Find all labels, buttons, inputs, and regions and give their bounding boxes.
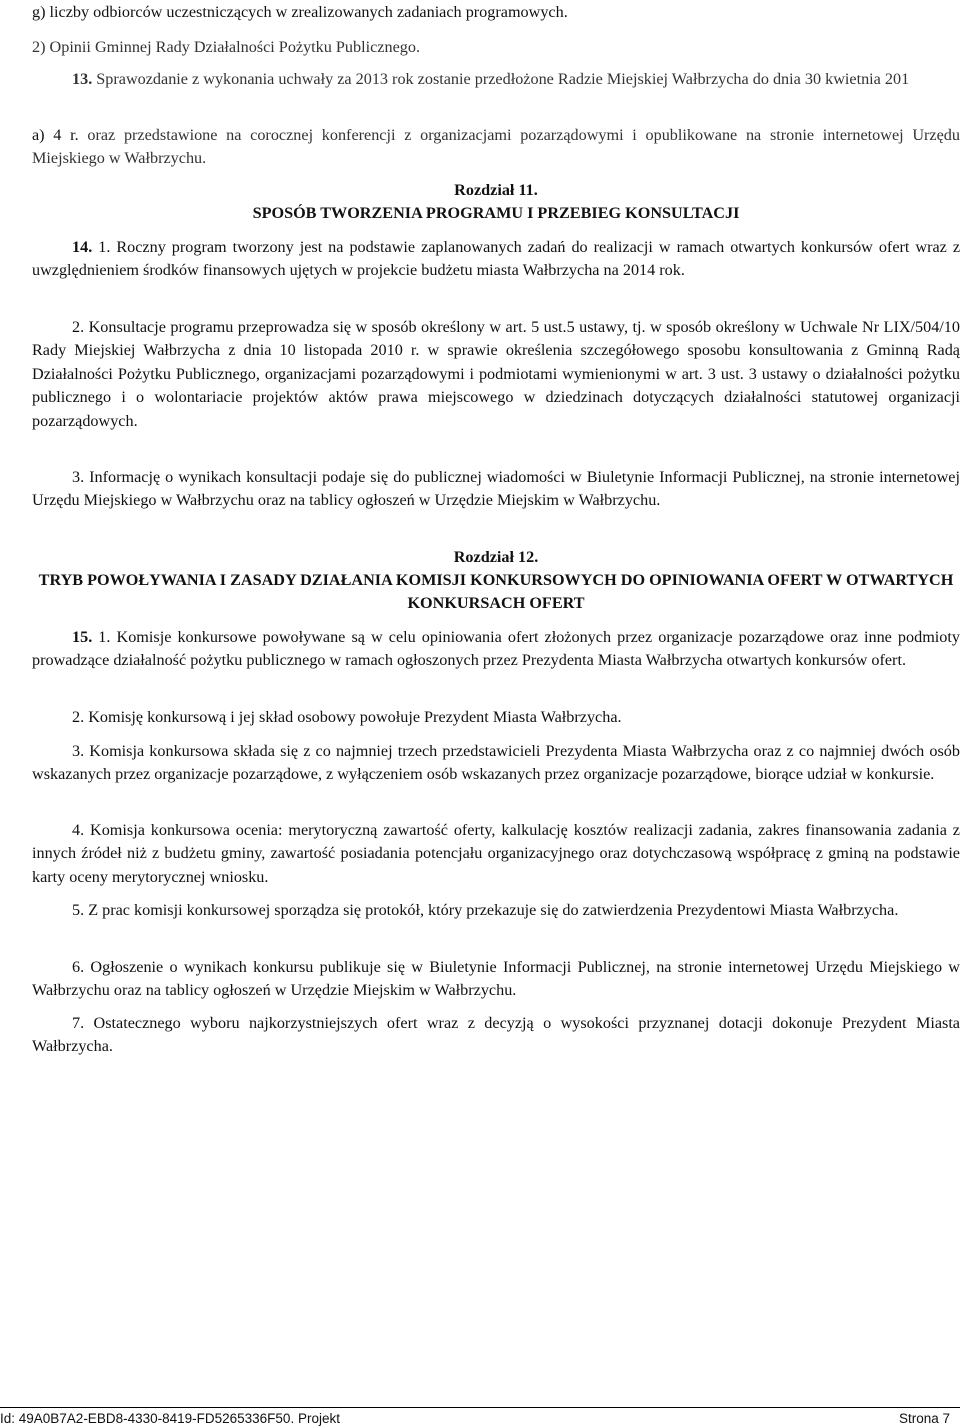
document-id: Id: 49A0B7A2-EBD8-4330-8419-FD5265336F50. Projekt [0, 1411, 340, 1426]
page-footer [0, 1407, 960, 1428]
chapter-12-title: Rozdział 12. [453, 548, 539, 566]
section-13a [32, 124, 960, 171]
section-13-number: 13. [72, 70, 93, 88]
section-13a-text: oraz przedstawione na corocznej konferencji z organizacjami pozarządowymi i opublikowane na stronie internetowej Urzędu Miejskiego w Wałbrzychu. [32, 126, 960, 168]
section-13a-prefix: a) 4 r. [32, 126, 79, 144]
section-15-text-1: 1. Komisje konkursowe powoływane są w celu opiniowania ofert złożonych przez organizacje pozarządowe oraz inne podmioty prowadzące działalność pożytku publicznego w ramach ogłoszonych przez Prezydenta Miasta Wałbrzycha otwartych konkursów ofert. [32, 628, 960, 670]
page-number: Strona 7 [898, 1411, 950, 1426]
section-14-paragraph-1 [32, 236, 960, 283]
section-15-paragraph-2: 2. Komisję konkursową i jej skład osobowy powołuje Prezydent Miasta Wałbrzycha. [72, 708, 622, 726]
chapter-11-title: Rozdział 11. [454, 181, 538, 199]
section-15-paragraph-6: 6. Ogłoszenie o wynikach konkursu publikuje się w Biuletynie Informacji Publicznej, na stronie internetowej Urzędu Miejskiego w Wałbrzychu oraz na tablicy ogłoszeń w Urzędzie Miejskim w Wałbrzychu. [32, 958, 960, 1000]
section-14-paragraph-3: 3. Informację o wynikach konsultacji podaje się do publicznej wiadomości w Biuletynie Informacji Publicznej, na stronie internetowej Urzędu Miejskiego w Wałbrzychu oraz na tablicy ogłoszeń w Urzędzie Miejskim w Wałbrzychu. [32, 468, 960, 510]
section-15-number: 15. [72, 628, 93, 646]
section-15-paragraph-3: 3. Komisja konkursowa składa się z co najmniej trzech przedstawicieli Prezydenta Miasta Wałbrzycha oraz z co najmniej dwóch osób wskazanych przez organizacje pozarządowe, z wyłączeniem osób wskazanych przez organizacje pozarządowe, biorące udział w konkursie. [32, 742, 960, 784]
list-item-g: g) liczby odbiorców uczestniczących w zrealizowanych zadaniach programowych. [32, 3, 568, 21]
section-14-number: 14. [72, 238, 93, 256]
section-14-text-1: 1. Roczny program tworzony jest na podstawie zaplanowanych zadań do realizacji w ramach otwartych konkursów ofert wraz z uwzględnieniem środków finansowych ujętych w projekcie budżetu miasta Wałbrzycha na 2014 rok. [32, 238, 960, 280]
chapter-12-heading: TRYB POWOŁYWANIA I ZASADY DZIAŁANIA KOMISJI KONKURSOWYCH DO OPINIOWANIA OFERT W OTWARTYCH KONKURSACH OFERT [38, 571, 954, 613]
section-15-paragraph-4: 4. Komisja konkursowa ocenia: merytoryczną zawartość oferty, kalkulację kosztów realizacji zadania, zakres finansowania zadania z innych źródeł niż z budżetu gminy, zawartość posiadania potencjału organizacyjnego oraz dotychczasową współpracę z gminą na podstawie karty oceny merytorycznej wniosku. [32, 821, 960, 886]
section-14-paragraph-2: 2. Konsultacje programu przeprowadza się w sposób określony w art. 5 ust.5 ustawy, tj. w sposób określony w Uchwale Nr LIX/504/10 Rady Miejskiej Wałbrzycha z dnia 10 listopada 2010 r. w sprawie określenia szczegółowego sposobu konsultowania z Gminną Radą Działalności Pożytku Publicznego, organizacjami pozarządowymi i podmiotami wymienionymi w art. 3 ust. 3 ustawy o działalności pożytku publicznego i o wolontariacie projektów aktów prawa miejscowego w dziedzinach dotyczących działalności statutowej organizacji pozarządowych. [32, 318, 960, 430]
section-15-paragraph-1 [32, 626, 960, 673]
document-page [32, 0, 960, 1428]
section-15-paragraph-5: 5. Z prac komisji konkursowej sporządza się protokół, który przekazuje się do zatwierdzenia Prezydentowi Miasta Wałbrzycha. [72, 901, 899, 919]
section-15-paragraph-7: 7. Ostatecznego wyboru najkorzystniejszych ofert wraz z decyzją o wysokości przyznanej dotacji dokonuje Prezydent Miasta Wałbrzycha. [32, 1014, 960, 1056]
section-13-text: Sprawozdanie z wykonania uchwały za 2013 rok zostanie przedłożone Radzie Miejskiej Wałbrzycha do dnia 30 kwietnia 201 [92, 70, 910, 88]
list-item-2: 2) Opinii Gminnej Rady Działalności Pożytku Publicznego. [32, 38, 420, 56]
chapter-11-heading: SPOSÓB TWORZENIA PROGRAMU I PRZEBIEG KONSULTACJI [252, 204, 740, 222]
section-13 [32, 68, 960, 91]
